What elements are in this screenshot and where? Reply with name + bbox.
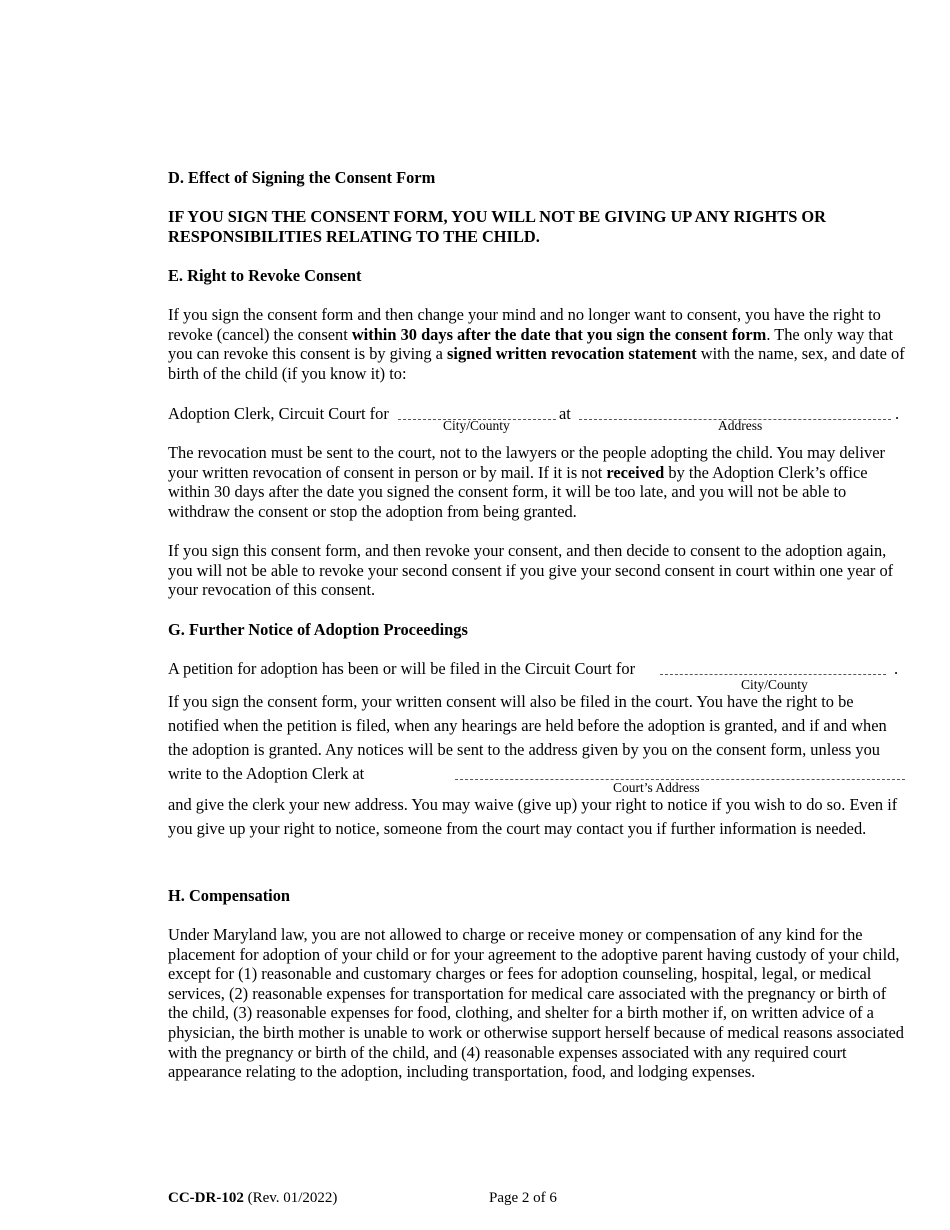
text-run: with the name, sex, and date of birth of the child (if you know it) to: <box>168 344 905 383</box>
form-id-footer <box>168 1189 337 1209</box>
text-run: by the Adoption Clerk’s office within 30 days after the date you signed the consent form, it will be too late, and you will not be able to withdraw the consent or stop the adoption from being granted. <box>168 462 868 521</box>
section-g-paragraph-2: and give the clerk your new address. You may waive (give up) your right to notice if you wish to do so. Even if you give up your right to notice, someone from the court may contact you if further information is needed. <box>168 795 898 838</box>
section-e-paragraph-2 <box>168 443 908 521</box>
text-run: If you sign the consent form and then change your mind and no longer want to consent, you have the right to revoke (cancel) the consent <box>168 305 881 344</box>
petition-line <box>168 659 908 692</box>
section-e-paragraph-3: If you sign this consent form, and then revoke your consent, and then decide to consent to the adoption again, you will not be able to revoke your second consent if you give your second consent in court within one year of your revocation of this consent. <box>168 541 894 600</box>
text-run: . The only way that you can revoke this consent is by giving a <box>168 324 894 364</box>
petition-end-period: . <box>894 659 899 678</box>
page-number: Page 2 of 6 <box>489 1190 557 1206</box>
section-d-notice: IF YOU SIGN THE CONSENT FORM, YOU WILL NOT BE GIVING UP ANY RIGHTS OR RESPONSIBILITIES RELATING TO THE CHILD. <box>168 207 827 246</box>
bold-revocation-statement: signed written revocation statement <box>447 344 697 364</box>
section-d-heading: D. Effect of Signing the Consent Form <box>168 168 436 187</box>
form-id: CC-DR-102 <box>168 1190 244 1206</box>
address-caption: Address <box>718 418 763 433</box>
section-h-body: Under Maryland law, you are not allowed to charge or receive money or compensation of any kind for the placement for adoption of your child or for your agreement to the adoptive parent having custody of your child, except for (1) reasonable and customary charges or fees for adoption counseling, hospital, legal, or medical services, (2) reasonable expenses for transportation for medical care associated with the pregnancy or birth of the child, (3) reasonable expenses for food, clothing, and shelter for a birth mother if, on written advice of a physician, the birth mother is unable to work or otherwise support herself because of medical reasons associated with the pregnancy or birth of the child, and (4) reasonable expenses associated with any required court appearance relating to the adoption, including transportation, food, and lodging expenses. <box>168 925 904 1082</box>
section-e-heading: E. Right to Revoke Consent <box>168 266 362 285</box>
form-revision: (Rev. 01/2022) <box>243 1190 338 1206</box>
adoption-clerk-line <box>168 404 908 434</box>
clerk-at: at <box>559 404 571 423</box>
section-g-paragraph-1: If you sign the consent form, your written consent will also be filed in the court. You have the right to be notified when the petition is filed, when any hearings are held before the adoption is granted, and if and when the adoption is granted. Any notices will be sent to the address given by you on the consent form, unless you write to the Adoption Clerk at <box>168 692 887 783</box>
city-county-caption: City/County <box>443 418 510 433</box>
section-h-heading: H. Compensation <box>168 886 291 905</box>
clerk-prefix: Adoption Clerk, Circuit Court for <box>168 404 389 423</box>
section-e-paragraph-1 <box>168 305 908 383</box>
petition-city-county-blank[interactable] <box>660 674 886 675</box>
bold-deadline: within 30 days after the date that you sign the consent form <box>351 324 767 344</box>
clerk-end-period: . <box>895 404 900 423</box>
text-run: The revocation must be sent to the court, not to the lawyers or the people adopting the child. You may deliver your written revocation of consent in person or by mail. If it is not <box>168 443 885 482</box>
bold-received: received <box>606 462 665 482</box>
petition-city-county-caption: City/County <box>741 677 808 692</box>
court-address-caption: Court’s Address <box>613 780 700 795</box>
section-g-heading: G. Further Notice of Adoption Proceedings <box>168 620 468 639</box>
petition-text: A petition for adoption has been or will be filed in the Circuit Court for <box>168 659 636 678</box>
